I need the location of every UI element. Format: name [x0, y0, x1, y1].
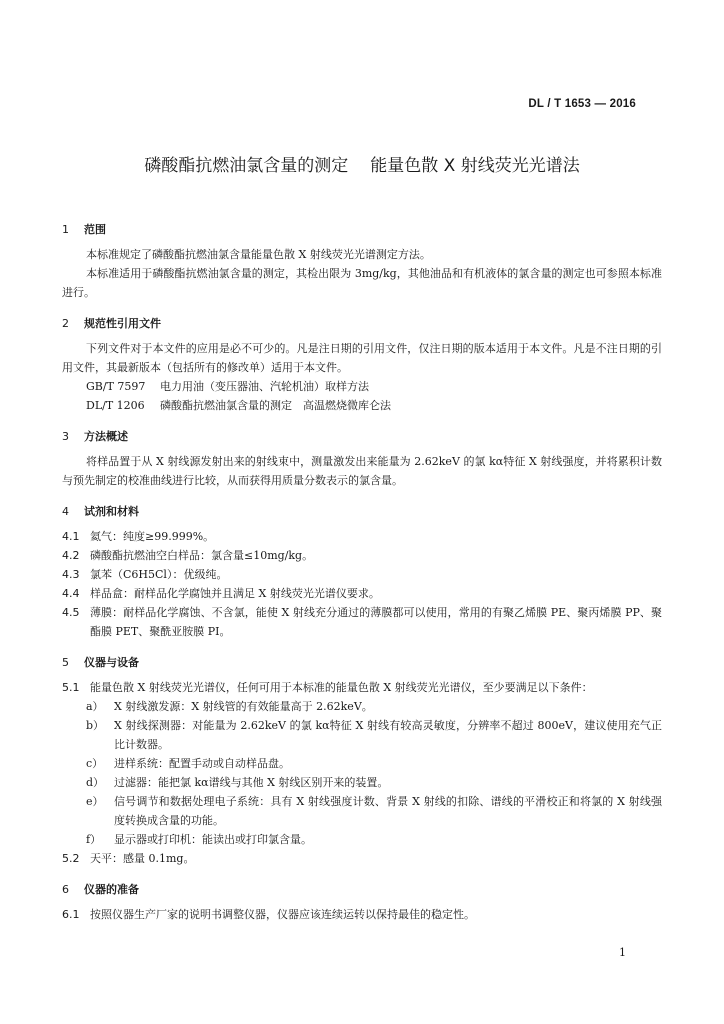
sub-item: e） 信号调节和数据处理电子系统：具有 X 射线强度计数、背景 X 射线的扣除、谱线的平滑校正和将氯的 X 射线强度转换成含量的功能。 — [86, 795, 662, 827]
section-heading: 3 方法概述 — [62, 430, 128, 443]
sub-item: b） X 射线探测器：对能量为 2.62keV 的氯 kα特征 X 射线有较高灵敏度，分辨率不超过 800eV，建议使用充气正比计数器。 — [86, 719, 662, 751]
list-item: 5.1 能量色散 X 射线荧光光谱仪，任何可用于本标准的能量色散 X 射线荧光光谱仪，至少要满足以下条件： — [62, 681, 593, 694]
section-heading: 2 规范性引用文件 — [62, 317, 161, 330]
document-title — [0, 151, 724, 176]
paragraph: 下列文件对于本文件的应用是必不可少的。凡是注日期的引用文件，仅注日期的版本适用于本文件。凡是不注日期的引用文件，其最新版本（包括所有的修改单）适用于本文件。 — [62, 342, 662, 374]
paragraph: 本标准适用于磷酸酯抗燃油氯含量的测定，其检出限为 3mg/kg，其他油品和有机液体的氯含量的测定也可参照本标准进行。 — [62, 267, 662, 299]
section-heading: 6 仪器的准备 — [62, 883, 139, 896]
reference-item: DL/T 1206 磷酸酯抗燃油氯含量的测定 高温燃烧微库仑法 — [86, 399, 391, 412]
document-body — [62, 220, 662, 924]
list-item: 6.1 按照仪器生产厂家的说明书调整仪器，仪器应该连续运转以保持最佳的稳定性。 — [62, 908, 475, 921]
sub-item: a） X 射线激发源：X 射线管的有效能量高于 2.62keV。 — [86, 700, 373, 713]
list-item: 4.1 氦气：纯度≥99.999%。 — [62, 530, 215, 543]
paragraph: 将样品置于从 X 射线源发射出来的射线束中，测量激发出来能量为 2.62keV 的氯 kα特征 X 射线强度，并将累积计数与预先制定的校准曲线进行比较，从而获得用质量分数表示的氯含量。 — [62, 455, 662, 487]
title-part1: 磷酸酯抗燃油氯含量的测定 — [144, 156, 349, 176]
reference-item: GB/T 7597 电力用油（变压器油、汽轮机油）取样方法 — [86, 380, 369, 393]
section-heading: 4 试剂和材料 — [62, 505, 139, 518]
sub-item: c） 进样系统：配置手动或自动样品盘。 — [86, 757, 290, 770]
list-item: 4.4 样品盒：耐样品化学腐蚀并且满足 X 射线荧光光谱仪要求。 — [62, 587, 380, 600]
paragraph: 本标准规定了磷酸酯抗燃油氯含量能量色散 X 射线荧光光谱测定方法。 — [86, 248, 431, 261]
list-item: 4.5 薄膜：耐样品化学腐蚀、不含氯，能使 X 射线充分通过的薄膜都可以使用，常用的有聚乙烯膜 PE、聚丙烯膜 PP、聚酯膜 PET、聚酰亚胺膜 PI。 — [62, 606, 662, 638]
page-number: 1 — [619, 946, 626, 959]
list-item: 5.2 天平：感量 0.1mg。 — [62, 852, 195, 865]
list-item: 4.2 磷酸酯抗燃油空白样品：氯含量≤10mg/kg。 — [62, 549, 314, 562]
sub-item: f） 显示器或打印机：能读出或打印氯含量。 — [86, 833, 312, 846]
standard-code: DL / T 1653 — 2016 — [528, 98, 636, 110]
section-heading: 5 仪器与设备 — [62, 656, 139, 669]
sub-item: d） 过滤器：能把氯 kα谱线与其他 X 射线区别开来的装置。 — [86, 776, 389, 789]
title-part2: 能量色散 X 射线荧光光谱法 — [370, 156, 580, 176]
list-item: 4.3 氯苯（C6H5Cl）：优级纯。 — [62, 568, 228, 581]
section-heading: 1 范围 — [62, 223, 106, 236]
